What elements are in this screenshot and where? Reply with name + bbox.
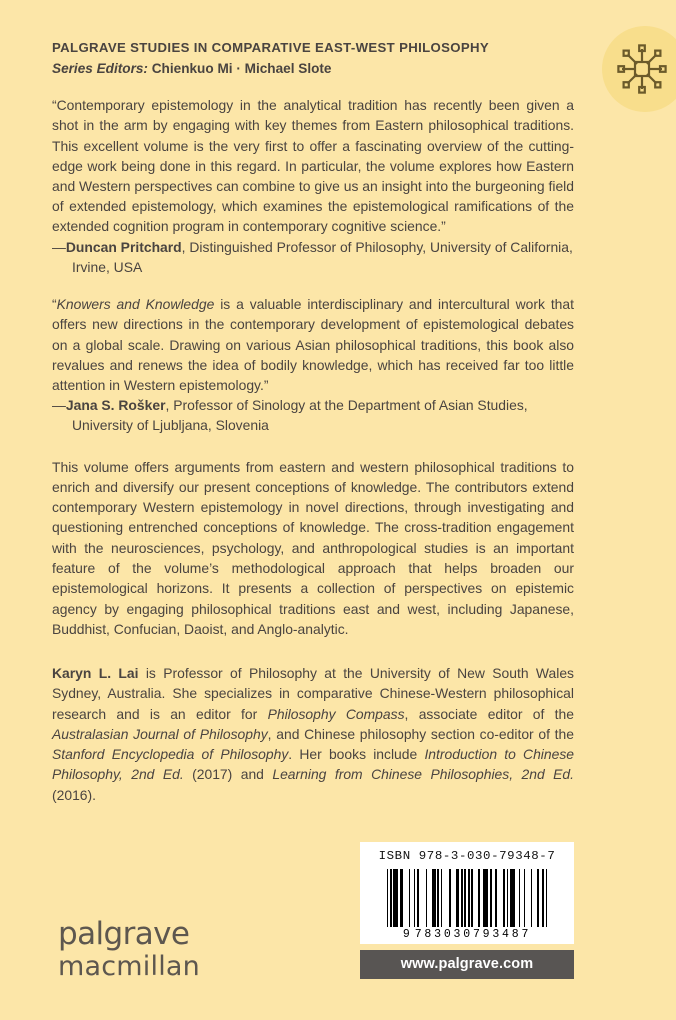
isbn-text: ISBN 978-3-030-79348-7 [378, 849, 556, 863]
palgrave-sun-badge-icon [602, 26, 676, 112]
logo-line-macmillan: macmillan [58, 951, 200, 982]
series-editors [52, 60, 574, 78]
author-bio [52, 663, 574, 805]
barcode-panel [360, 842, 574, 944]
attrib-dash: — [52, 397, 66, 414]
attrib-dash: — [52, 238, 66, 255]
palgrave-url-bar[interactable]: www.palgrave.com [360, 950, 574, 979]
ean13-barcode-bars [360, 869, 574, 927]
endorsement-1-attribution [52, 237, 574, 277]
barcode-block [360, 842, 574, 979]
bio-title-ajp: Australasian Journal of Philosophy [52, 725, 268, 742]
logo-line-palgrave: palgrave [58, 916, 190, 952]
bio-part-5: (2017) and [183, 766, 273, 783]
attrib-rest: , Distinguished Professor of Philosophy, University of California, Irvine, USA [72, 238, 573, 275]
series-editors-label: Series Editors: [52, 60, 148, 76]
attrib-name: Jana S. Rošker [65, 397, 166, 414]
endorsement-2-attribution [52, 395, 574, 435]
series-title: PALGRAVE STUDIES IN COMPARATIVE EAST-WEST PHILOSOPHY [52, 40, 490, 55]
bio-title-sep: Stanford Encyclopedia of Philosophy [52, 746, 289, 763]
bio-title-philosophy-compass: Philosophy Compass [267, 705, 405, 722]
ean13-digits [360, 928, 574, 941]
ean13-lead-digit: 9 [402, 928, 410, 941]
bio-part-2: , associate editor of the [404, 705, 574, 722]
ean13-group-1: 783030 [414, 928, 473, 941]
book-description: This volume offers arguments from eastern and western philosophical traditions to enrich and diversify our present conceptions of knowledge. The contributors extend contemporary Western epistemology in novel directions, through investigating and questioning entrenched conceptions of knowledge. The cross-tradition engagement with the neurosciences, psychology, and anthropological studies is an important feature of the volume’s methodological approach that helps broaden our epistemological horizons. It presents a collection of perspectives on epistemic agency by engaging philosophical traditions east and west, including Japanese, Buddhist, Confucian, Daoist, and Anglo-analytic. [52, 458, 574, 637]
ean13-group-2: 793487 [472, 928, 532, 941]
endorsement-1 [52, 95, 574, 277]
endorsement-2-quote-rest: is a valuable interdisciplinary and intercultural work that offers new directions in the contemporary development of epistemological debates on a global scale. Drawing on various Asian philosophical traditions, this book also revalues and renews the idea of bodily knowledge, which has received far too little attention in Western epistemology.” [52, 296, 574, 394]
bio-part-3: , and Chinese philosophy section co-editor of the [267, 725, 574, 742]
author-name: Karyn L. Lai [52, 665, 139, 682]
series-editors-names: Chienkuo Mi · Michael Slote [151, 60, 332, 76]
endorsement-1-quote: “Contemporary epistemology in the analytical tradition has recently been given a shot in the arm by engaging with key themes from Eastern philosophical traditions. This excellent volume is the very first to offer a fascinating overview of the cutting-edge work being done in this regard. In particular, the volume explores how Eastern and Western perspectives can combine to give us an insight into the burgeoning field of extended epistemology, which examines the epistemological ramifications of the extended cognition program in contemporary cognitive science.” [52, 97, 574, 235]
bio-part-4: . Her books include [288, 746, 425, 763]
endorsement-2 [52, 294, 574, 436]
quote-open-mark: “ [52, 296, 57, 313]
bio-title-learning-chinese-philosophies: Learning from Chinese Philosophies, 2nd Ed. [272, 766, 574, 783]
endorsement-2-quote [52, 294, 574, 395]
attrib-rest: , Professor of Sinology at the Department of Asian Studies, University of Ljubljana, Slovenia [72, 397, 528, 434]
endorsement-2-book-title: Knowers and Knowledge [56, 296, 215, 313]
palgrave-macmillan-logo [58, 916, 200, 982]
bio-part-1: is Professor of Philosophy at the University of New South Wales Sydney, Australia. She specializes in comparative Chinese-Western philosophical research and is an editor for [52, 665, 574, 722]
bio-part-6: (2016). [52, 786, 97, 803]
cover-content [52, 40, 574, 805]
bio-title-intro-chinese-philosophy: Introduction to Chinese Philosophy, 2nd Ed. [52, 746, 574, 783]
attrib-name: Duncan Pritchard [65, 238, 182, 255]
